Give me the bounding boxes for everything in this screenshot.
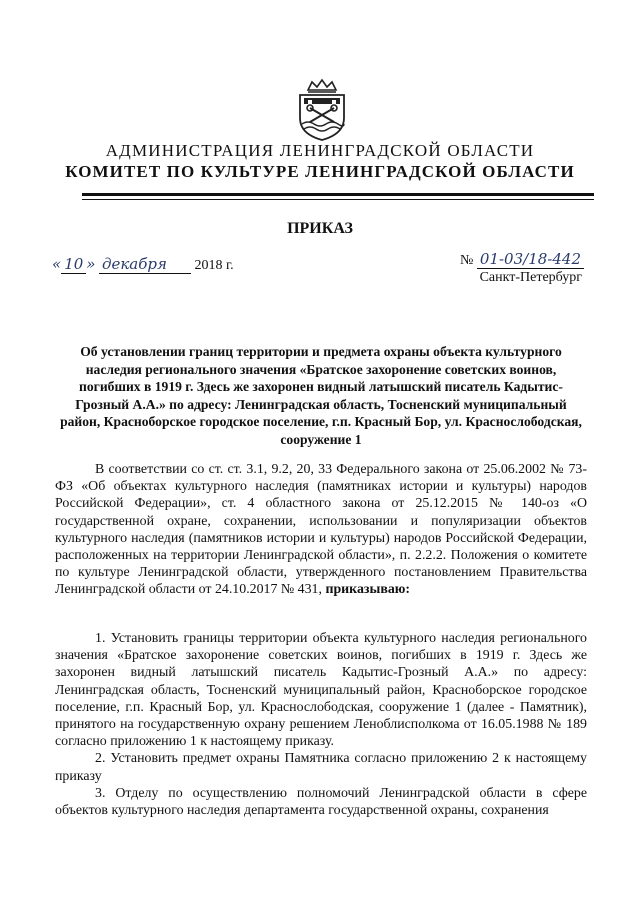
order-item: 2. Установить предмет охраны Памятника согласно приложению 2 к настоящему приказу (55, 751, 587, 784)
document-type-title: ПРИКАЗ (287, 220, 353, 237)
preamble-text: В соответствии со ст. ст. 3.1, 9.2, 20, 33 Федерального закона от 25.06.2002 № 73-ФЗ «Об объектах культурного наследия (памятниках истории и культуры) народов Российской Федерации», ст. 4 областного закона от 25.12.2015 № 140-оз «О государственной охране, сохранении, использовании и популяризации объектов культурного наследия (памятников истории и культуры) народов Российской Федерации, расположенных на территории Ленинградской области», п. 2.2.2. Положения о комитете по культуре Ленинградской области, утвержденного постановлением Правительства Ленинградской области от 24.10.2017 № 431, (55, 462, 587, 598)
date-year: 2018 г. (194, 258, 234, 273)
number-prefix: № (460, 253, 474, 268)
organization-title: АДМИНИСТРАЦИЯ ЛЕНИНГРАДСКОЙ ОБЛАСТИ (105, 141, 535, 160)
date-day: 10 (61, 255, 86, 274)
header-divider-thin (82, 199, 594, 200)
preamble-paragraph (55, 461, 587, 599)
header-divider-thick (82, 193, 594, 196)
committee-title: КОМИТЕТ ПО КУЛЬТУРЕ ЛЕНИНГРАДСКОЙ ОБЛАСТИ (65, 162, 575, 181)
date-month: декабря (99, 255, 191, 274)
preamble-decision: приказываю: (325, 582, 411, 598)
document-date: « 10 » декабря 2018 г. (52, 255, 234, 273)
document-city: Санкт-Петербург (479, 270, 582, 285)
document-number (460, 250, 584, 269)
number-value: 01-03/18-442 (477, 250, 584, 269)
order-item: 3. Отделу по осуществлению полномочий Ленинградской области в сфере объектов культурного наследия департамента государственной охраны, сохранения (55, 785, 587, 819)
order-item: 1. Установить границы территории объекта культурного наследия регионального значения «Братское захоронение советских воинов, погибших в 1919 г. Здесь же захоронен видный латышский писатель Кадытис-Грозный А.А.» по адресу: Ленинградская область, Тосненский муниципальный район, Красноборское городское поселение, г.п. Красный Бор, ул. Краснослободская, сооружение 1 (далее - Памятник), принятого на государственную охрану решением Леноблисполкома от 16.05.1988 № 189 согласно приложению 1 к настоящему приказу. (55, 631, 587, 750)
order-subject: Об установлении границ территории и предмета охраны объекта культурного наследия регионального значения «Братское захоронение советских воинов, погибших в 1919 г. Здесь же захоронен видный латышский писатель Кадытис-Грозный А.А.» по адресу: Ленинградская область, Тосненский муниципальный район, Красноборское городское поселение, г.п. Красный Бор, ул. Краснослободская, сооружение 1 (60, 344, 582, 447)
order-items (55, 630, 587, 819)
coat-of-arms-icon (294, 78, 350, 142)
